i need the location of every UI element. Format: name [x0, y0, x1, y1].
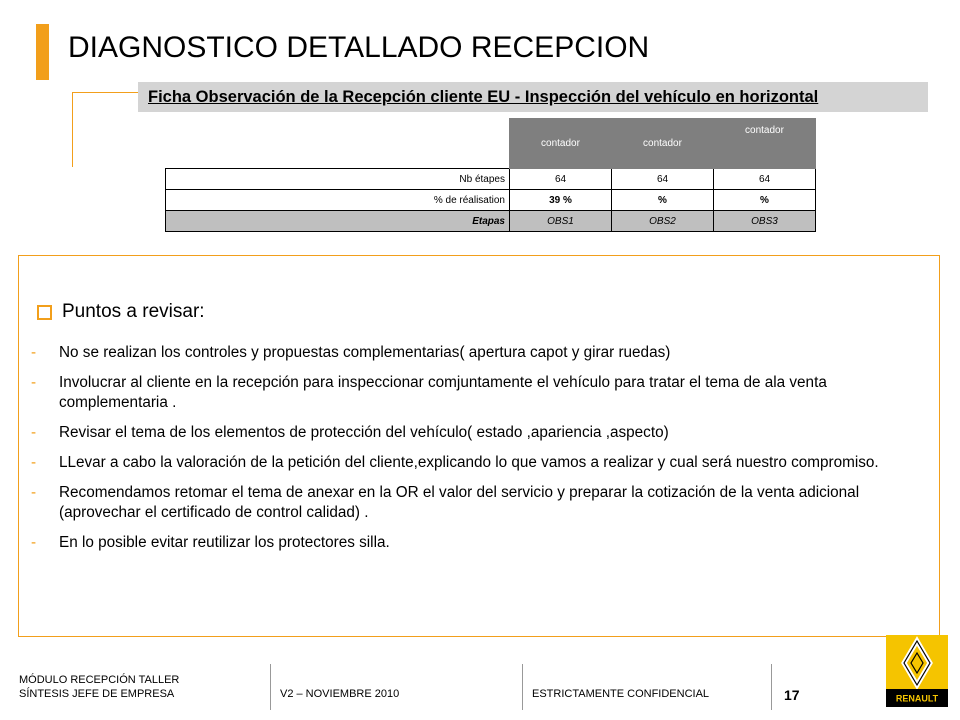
section-heading [37, 301, 205, 323]
table-row [166, 169, 816, 190]
table-cell: 39 % [510, 190, 612, 211]
list-item-text: En lo posible evitar reutilizar los protectores silla. [59, 534, 390, 551]
table-header-cell: contador [510, 119, 612, 169]
table-row [166, 211, 816, 232]
table-cell: % [714, 190, 816, 211]
dash-icon: - [31, 374, 37, 391]
page-subtitle: Ficha Observación de la Recepción cliente EU - Inspección del vehículo en horizontal [148, 88, 819, 106]
logo-wordmark: RENAULT [895, 693, 939, 704]
table-header-cell: contador [714, 119, 816, 169]
page-title: DIAGNOSTICO DETALLADO RECEPCION [68, 31, 650, 64]
list-item [30, 373, 920, 413]
list-item-text: Involucrar al cliente en la recepción para inspeccionar comjuntamente el vehículo para tratar el tema de ala venta complementaria . [59, 374, 827, 411]
section-title: Puntos a revisar: [62, 301, 205, 322]
bullet-list [30, 343, 920, 563]
table-cell: OBS2 [612, 211, 714, 232]
table-cell: 64 [714, 169, 816, 190]
list-item-text: Recomendamos retomar el tema de anexar en la OR el valor del servicio y preparar la cotización de la venta adicional (aprovechar el certificado de control calidad) . [59, 484, 860, 521]
table-row [166, 190, 816, 211]
stats-table [165, 118, 816, 232]
footer-module: MÓDULO RECEPCIÓN TALLER [19, 674, 180, 686]
list-item-text: Revisar el tema de los elementos de protección del vehículo( estado ,apariencia ,aspecto) [59, 424, 669, 441]
row-label: Nb étapes [166, 169, 510, 190]
list-item-text: LLevar a cabo la valoración de la petición del cliente,explicando lo que vamos a realizar y cual será nuestro compromiso. [59, 454, 879, 471]
footer-divider [522, 664, 523, 710]
table-cell: OBS3 [714, 211, 816, 232]
list-item [30, 453, 920, 473]
title-accent-bar [36, 24, 49, 80]
footer-module-sub: SÍNTESIS JEFE DE EMPRESA [19, 688, 175, 700]
footer-version: V2 – NOVIEMBRE 2010 [280, 688, 400, 700]
list-item-text: No se realizan los controles y propuestas complementarias( apertura capot y girar ruedas) [59, 344, 671, 361]
dash-icon: - [31, 534, 37, 551]
checkbox-bullet-icon [37, 305, 52, 320]
list-item [30, 483, 920, 523]
table-cell: OBS1 [510, 211, 612, 232]
table-cell: 64 [510, 169, 612, 190]
dash-icon: - [31, 484, 37, 501]
table-cell: % [612, 190, 714, 211]
row-label: Etapas [166, 211, 510, 232]
list-item [30, 533, 920, 553]
page-number: 17 [784, 687, 800, 703]
decorative-line [72, 92, 73, 167]
table-header-row [166, 119, 816, 169]
footer-divider [270, 664, 271, 710]
footer-divider [771, 664, 772, 710]
dash-icon: - [31, 344, 37, 361]
dash-icon: - [31, 424, 37, 441]
renault-logo [886, 635, 948, 707]
list-item [30, 423, 920, 443]
table-header-empty [166, 119, 510, 169]
list-item [30, 343, 920, 363]
footer-confidential: ESTRICTAMENTE CONFIDENCIAL [532, 688, 710, 700]
dash-icon: - [31, 454, 37, 471]
table-cell: 64 [612, 169, 714, 190]
row-label: % de réalisation [166, 190, 510, 211]
table-header-cell: contador [612, 119, 714, 169]
decorative-line [72, 92, 138, 93]
